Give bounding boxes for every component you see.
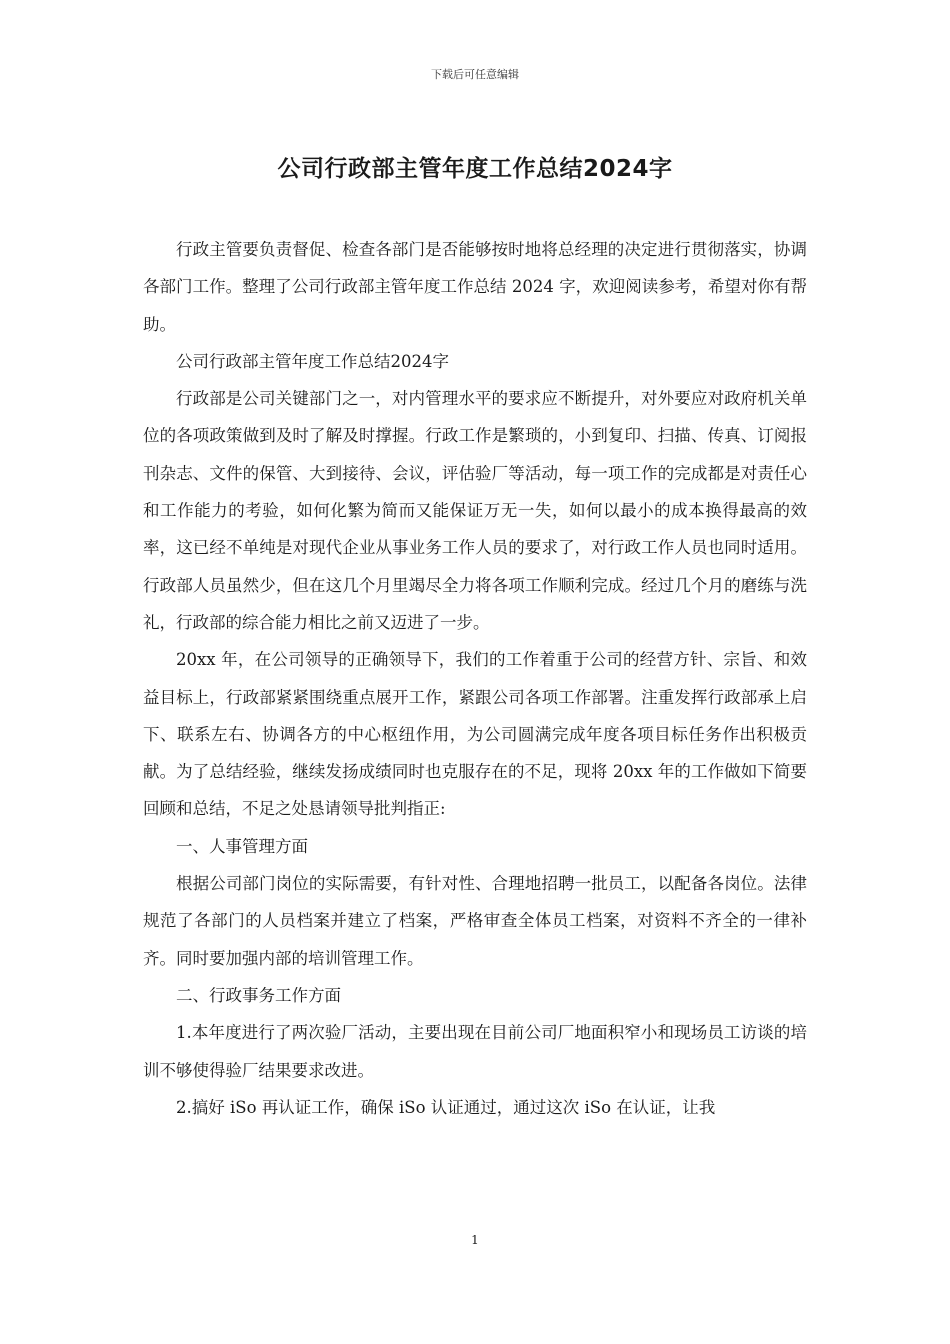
section-heading-personnel: 一、人事管理方面 [176,836,308,856]
paragraph: 20xx 年，在公司领导的正确领导下，我们的工作着重于公司的经营方针、宗旨、和效益目标上，行政部紧紧围绕重点展开工作，紧跟公司各项工作部署。注重发挥行政部承上启下、联系左右、协调各方的中心枢纽作用，为公司圆满完成年度各项目标任务作出积极贡献。为了总结经验，继续发扬成绩同时也克服存在的不足，现将 20xx 年的工作做如下简要回顾和总结，不足之处恳请领导批判指正: [143,650,807,819]
section-heading-admin-affairs: 二、行政事务工作方面 [176,985,341,1005]
page-number: 1 [471,1233,479,1247]
list-item: 1.本年度进行了两次验厂活动，主要出现在目前公司厂地面积窄小和现场员工访谈的培训不够使得验厂结果要求改进。 [143,1023,807,1080]
document-title: 公司行政部主管年度工作总结2024字 [277,156,673,182]
paragraph-intro: 行政主管要负责督促、检查各部门是否能够按时地将总经理的决定进行贯彻落实，协调各部门工作。整理了公司行政部主管年度工作总结 2024 字，欢迎阅读参考，希望对你有帮助。 [143,240,807,334]
header-note: 下载后可任意编辑 [431,68,519,81]
paragraph: 根据公司部门岗位的实际需要，有针对性、合理地招聘一批员工，以配备各岗位。法律规范了各部门的人员档案并建立了档案，严格审查全体员工档案，对资料不齐全的一律补齐。同时要加强内部的培训管理工作。 [143,874,807,968]
paragraph: 行政部是公司关键部门之一，对内管理水平的要求应不断提升，对外要应对政府机关单位的各项政策做到及时了解及时撑握。行政工作是繁琐的，小到复印、扫描、传真、订阅报刊杂志、文件的保管、大到接待、会议，评估验厂等活动，每一项工作的完成都是对责任心和工作能力的考验，如何化繁为简而又能保证万无一失，如何以最小的成本换得最高的效率，这已经不单纯是对现代企业从事业务工作人员的要求了，对行政工作人员也同时适用。行政部人员虽然少，但在这几个月里竭尽全力将各项工作顺利完成。经过几个月的磨练与洗礼，行政部的综合能力相比之前又迈进了一步。 [143,389,807,632]
paragraph-subtitle: 公司行政部主管年度工作总结2024字 [176,351,449,371]
list-item: 2.搞好 iSo 再认证工作，确保 iSo 认证通过，通过这次 iSo 在认证，让我 [176,1097,716,1117]
document-body [143,231,807,1126]
